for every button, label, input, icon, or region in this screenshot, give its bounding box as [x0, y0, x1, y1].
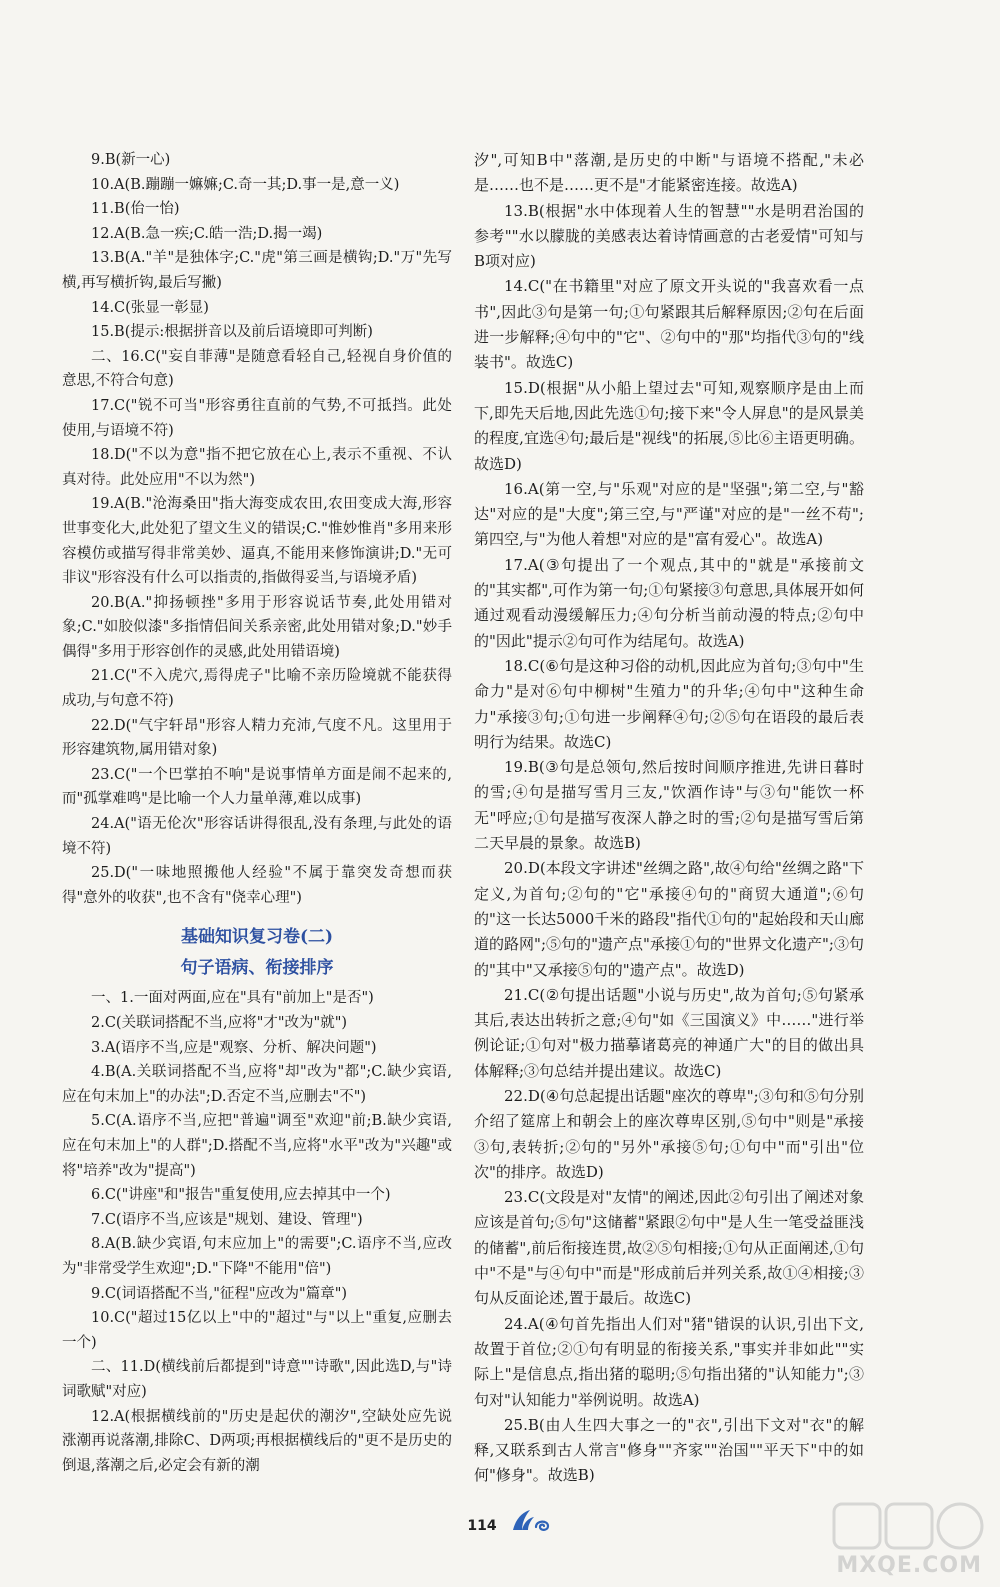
- answer-item: 20.B(A."抑扬顿挫"多用于形容说话节奏,此处用错对象;C."如胶似漆"多指情侣间关系亲密,此处用错对象;D."妙手偶得"多用于形容创作的灵感,此处用错语境): [62, 594, 452, 660]
- answer-item: 13.B(A."羊"是独体字;C."虎"第三画是横钩;D."万"先写横,再写横折钩,最后写撇): [62, 250, 452, 291]
- answer-item: 20.D(本段文字讲述"丝绸之路",故④句给"丝绸之路"下定义,为首句;②句的"它"承接④句的"商贸大通道";⑥句的"这一长达5000千米的路段"指代①句的"起始段和天山廊道的路网";⑤句的"遗产点"承接①句的"世界文化遗产";③句的"其中"又承接⑤句的"遗产点"。故选D): [474, 859, 864, 979]
- answer-item: 23.C("一个巴掌拍不响"是说事情单方面是闹不起来的,而"孤掌难鸣"是比喻一个人力量单薄,难以成事): [62, 766, 452, 808]
- answer-item: 2.C(关联词搭配不当,应将"才"改为"就"): [91, 1015, 348, 1031]
- answer-item: 9.B(新一心): [91, 152, 171, 168]
- answer-item: 18.D("不以为意"指不把它放在心上,表示不重视、不认真对待。此处应用"不以为然"): [62, 447, 452, 488]
- wave-ornament-icon: [510, 1508, 554, 1534]
- watermark-text: MXQE.COM: [836, 1553, 982, 1578]
- answer-item: 9.C(词语搭配不当,"征程"应改为"篇章"): [91, 1285, 348, 1302]
- answer-item: 汐",可知B中"落潮,是历史的中断"与语境不搭配,"未必是……也不是……更不是"才能紧密连接。故选A): [474, 151, 864, 195]
- answer-item: 一、1.一面对两面,应在"具有"前加上"是否"): [91, 990, 374, 1007]
- answer-item: 22.D(④句总起提出话题"座次的尊卑";③句和⑤句分别介绍了筵席上和朝会上的座次尊卑区别,⑤句中"则是"承接③句,表转折;②句的"另外"承接⑤句;①句中"而"引出"位次"的排序。故选D): [474, 1086, 864, 1181]
- answer-item: 15.B(提示:根据拼音以及前后语境即可判断): [91, 324, 373, 341]
- answer-item: 21.C("不入虎穴,焉得虎子"比喻不亲历险境就不能获得成功,与句意不符): [62, 668, 452, 710]
- answer-item: 二、11.D(横线前后都提到"诗意""诗歌",因此选D,与"诗词歌赋"对应): [62, 1359, 452, 1400]
- answer-list-basic-knowledge-2: [62, 986, 452, 1478]
- answer-item: 7.C(语序不当,应该是"规划、建设、管理"): [91, 1211, 363, 1228]
- answer-item: 5.C(A.语序不当,应把"普遍"调至"欢迎"前;B.缺少宾语,应在句末加上"的人群";D.搭配不当,应将"水平"改为"兴趣"或将"培养"改为"提高"): [62, 1113, 452, 1179]
- answer-item: 10.C("超过15亿以上"中的"超过"与"以上"重复,应删去一个): [62, 1310, 452, 1351]
- answer-item: 19.B(③句是总领句,然后按时间顺序推进,先讲日暮时的雪;④句是描写雪月三友,"饮酒作诗"与③句"能饮一杯无"呼应;①句是描写夜深人静之时的雪;②句是描写雪后第二天早晨的景象。故选B): [474, 758, 864, 853]
- answer-item: 23.C(文段是对"友情"的阐述,因此②句引出了阐述对象应该是首句;⑤句"这储蓄"紧跟②句中"是人生一笔受益匪浅的储蓄",前后衔接连贯,故②⑤句相接;①句从正面阐述,①句中"不是"与④句中"而是"形成前后并列关系,故①④相接;③句从反面论述,置于最后。故选C): [474, 1188, 864, 1308]
- answer-item: 13.B(根据"水中体现着人生的智慧""水是明君治国的参考""水以朦胧的美感表达着诗情画意的古老爱情"可知与B项对应): [474, 201, 864, 271]
- answer-column-right: [474, 148, 864, 1489]
- answer-item: 12.A(根据横线前的"历史是起伏的潮汐",空缺处应先说涨潮再说落潮,排除C、D两项;再根据横线后的"更不是历史的倒退,落潮之后,必定会有新的潮: [62, 1408, 452, 1474]
- answer-item: 24.A(④句首先指出人们对"猪"错误的认识,引出下文,故置于首位;②①句有明显的衔接关系,"事实并非如此""实际上"是信息点,指出猪的聪明;⑤句指出猪的"认知能力";③句对"认知能力"举例说明。故选A): [474, 1314, 864, 1409]
- answer-item: 25.B(由人生四大事之一的"衣",引出下文对"衣"的解释,又联系到古人常言"修身""齐家""治国""平天下"中的如何"修身"。故选B): [474, 1415, 864, 1485]
- watermark-stamp: [812, 1498, 992, 1584]
- answer-list-continued: [474, 148, 864, 1489]
- answer-item: 21.C(②句提出话题"小说与历史",故为首句;⑤句紧承其后,表达出转折之意;④句"如《三国演义》中……"进行举例论证;①句对"极力描摹诸葛亮的神通广大"的目的做出具体解释;③句总结并提出建议。故选C): [474, 985, 864, 1080]
- answer-column-left: [62, 148, 452, 1478]
- section-subtitle: 句子语病、衔接排序: [180, 958, 334, 979]
- answer-item: 18.C(⑥句是这种习俗的动机,因此应为首句;③句中"生命力"是对⑥句中柳树"生殖力"的升华;④句中"这种生命力"承接③句;①句进一步阐释④句;②⑤句在语段的最后表明行为结果。故选C): [474, 656, 864, 751]
- answer-item: 24.A("语无伦次"形容话讲得很乱,没有条理,与此处的语境不符): [62, 816, 452, 857]
- answer-item: 6.C("讲座"和"报告"重复使用,应去掉其中一个): [91, 1187, 391, 1204]
- answer-item: 8.A(B.缺少宾语,句末应加上"的需要";C.语序不当,应改为"非常受学生欢迎";D."下降"不能用"倍"): [62, 1236, 452, 1277]
- answer-item: 15.D(根据"从小船上望过去"可知,观察顺序是由上而下,即先天后地,因此先选①句;接下来"令人屏息"的是风景美的程度,宜选④句;最后是"视线"的拓展,⑤比⑥主语更明确。故选D): [474, 378, 864, 473]
- answer-item: 12.A(B.急一疾;C.皓一浩;D.揭一竭): [91, 225, 323, 242]
- answer-item: 3.A(语序不当,应是"观察、分析、解决问题"): [91, 1039, 377, 1056]
- answer-item: 19.A(B."沧海桑田"指大海变成农田,农田变成大海,形容世事变化大,此处犯了望文生义的错误;C."惟妙惟肖"多用来形容模仿或描写得非常美妙、逼真,不能用来修饰演讲;D."无可非议"形容没有什么可以指责的,指做得妥当,与语境矛盾): [62, 496, 452, 587]
- answer-item: 11.B(佁一怡): [91, 201, 180, 218]
- page-number: 114: [467, 1518, 497, 1534]
- answer-item: 25.D("一味地照搬他人经验"不属于靠突发奇想而获得"意外的收获",也不含有"侥幸心理"): [62, 865, 452, 906]
- section-title: 基础知识复习卷(二): [180, 927, 334, 948]
- answer-item: 17.A(③句提出了一个观点,其中的"就是"承接前文的"其实都",可作为第一句;①句紧接③句意思,具体展开如何通过观看动漫缓解压力;④句分析当前动漫的特点;②句中的"因此"提示②句可作为结尾句。故选A): [474, 555, 864, 650]
- answer-item: 10.A(B.蹦蹦一嫲嫲;C.奇一其;D.事一是,意一义): [91, 176, 400, 193]
- answer-item: 14.C("在书籍里"对应了原文开头说的"我喜欢看一点书",因此③句是第一句;①句紧跟其后解释原因;②句在后面进一步解释;④句中的"它"、②句中的"那"均指代③句的"线装书"。故选C): [474, 277, 864, 372]
- answer-item: 14.C(张显一彰显): [91, 299, 209, 316]
- answer-item: 22.D("气宇轩昂"形容人精力充沛,气度不凡。这里用于形容建筑物,属用错对象): [62, 717, 452, 759]
- answer-list-basic-knowledge-1: [62, 148, 452, 910]
- answer-item: 4.B(A.关联词搭配不当,应将"却"改为"都";C.缺少宾语,应在句末加上"的办法";D.否定不当,应删去"不"): [62, 1064, 452, 1105]
- answer-item: 17.C("锐不可当"形容勇往直前的气势,不可抵挡。此处使用,与语境不符): [62, 397, 452, 439]
- answer-item: 二、16.C("妄自菲薄"是随意看轻自己,轻视自身价值的意思,不符合句意): [62, 348, 452, 390]
- answer-item: 16.A(第一空,与"乐观"对应的是"坚强";第二空,与"豁达"对应的是"大度";第三空,与"严谨"对应的是"一丝不苟";第四空,与"为他人着想"对应的是"富有爱心"。故选A): [474, 479, 864, 549]
- watermark-logo-icon: [812, 1498, 992, 1558]
